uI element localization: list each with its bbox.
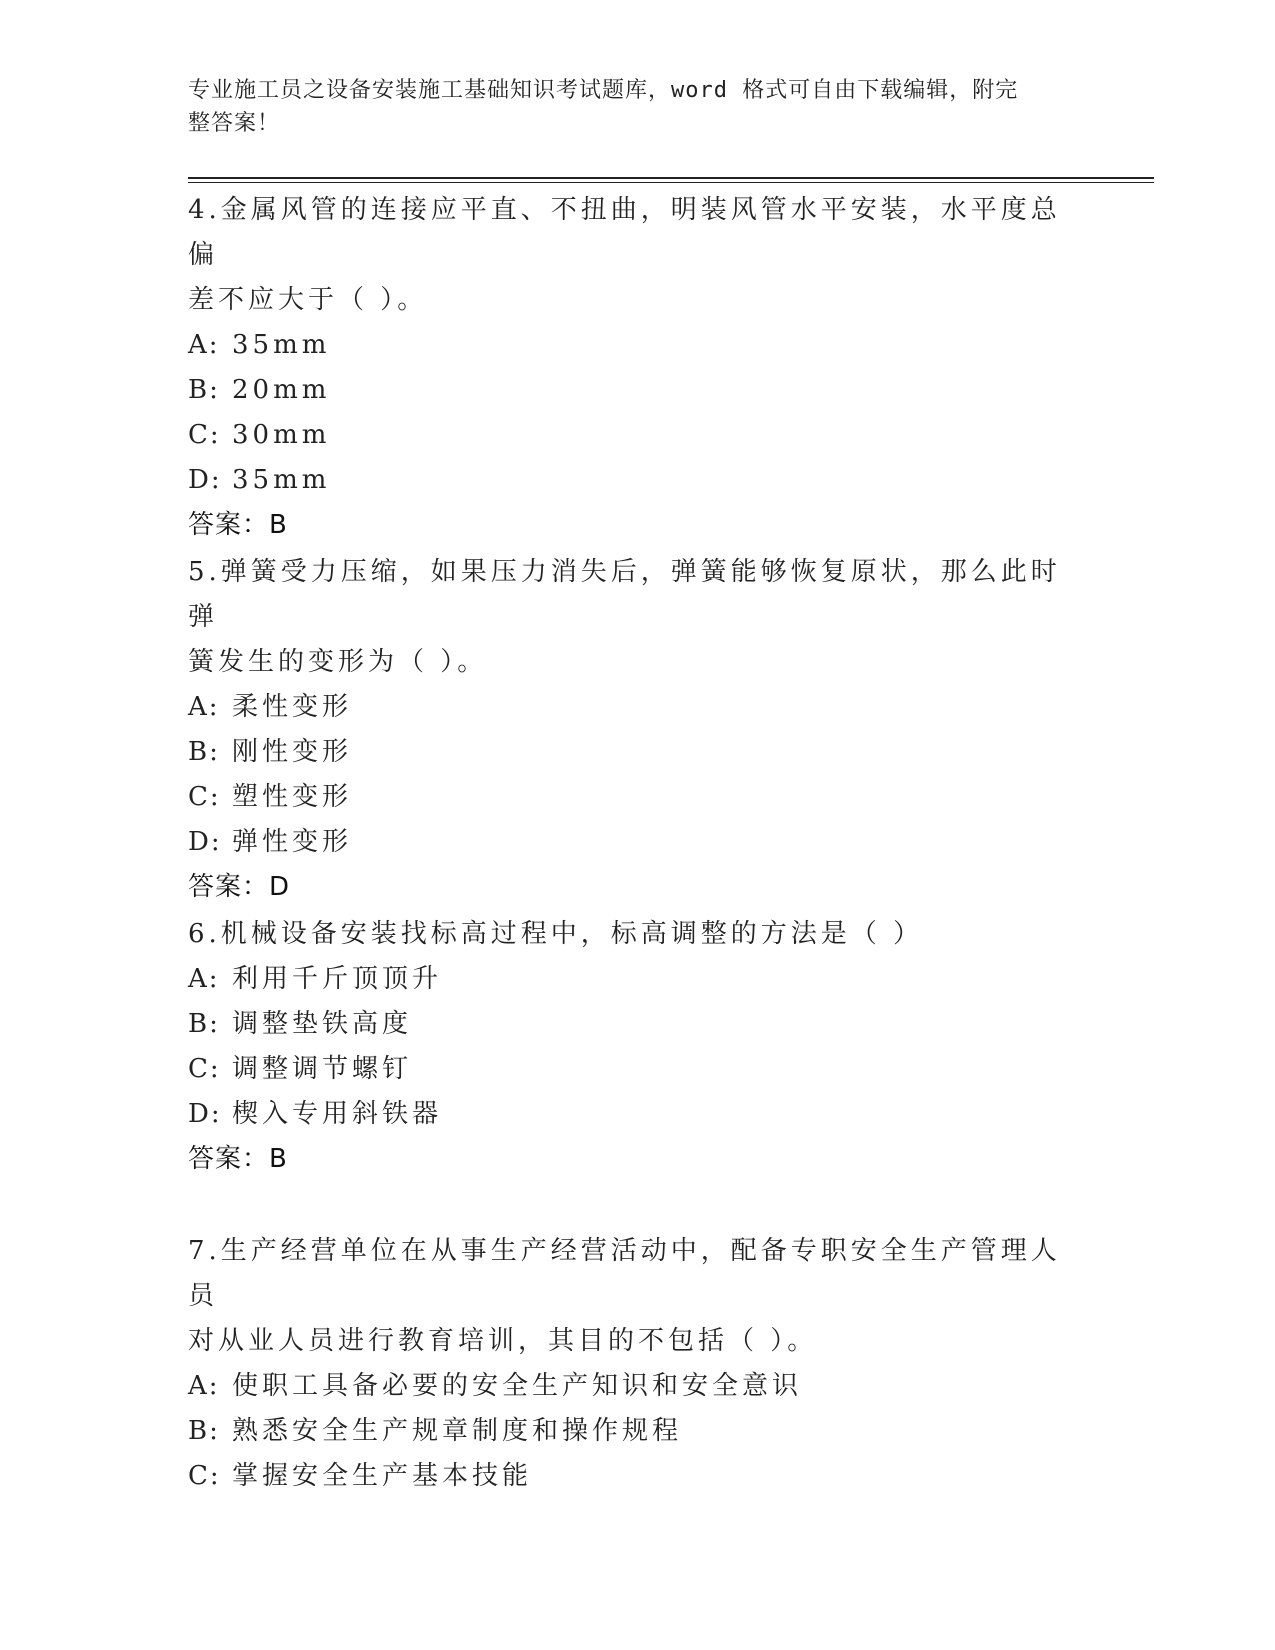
- option-text: 掌握安全生产基本技能: [232, 1461, 533, 1491]
- option-text: 熟悉安全生产规章制度和操作规程: [232, 1416, 683, 1446]
- option-text: 柔性变形: [232, 692, 353, 722]
- option-d: [188, 820, 1068, 865]
- header-divider-thick: [188, 177, 1154, 179]
- option-letter: A:: [188, 964, 220, 994]
- option-d: [188, 1092, 1068, 1137]
- option-letter: C:: [188, 420, 221, 450]
- option-letter: B:: [188, 737, 220, 767]
- document-header: [188, 74, 1068, 140]
- option-a: [188, 1364, 1068, 1409]
- option-text: 利用千斤顶顶升: [232, 964, 443, 994]
- option-text: 使职工具备必要的安全生产知识和安全意识: [232, 1371, 803, 1401]
- option-b: [188, 1409, 1068, 1454]
- option-letter: A:: [188, 330, 220, 360]
- question-text-line: 簧发生的变形为（ ）。: [188, 647, 488, 677]
- header-divider-thin: [188, 182, 1154, 183]
- option-letter: A:: [188, 1371, 220, 1401]
- option-text: 35mm: [232, 330, 331, 360]
- question-text-line: 对从业人员进行教育培训，其目的不包括（ ）。: [188, 1326, 818, 1356]
- question-text-line: 7.生产经营单位在从事生产经营活动中，配备专职安全生产管理人员: [188, 1236, 1061, 1311]
- option-text: 楔入专用斜铁器: [232, 1099, 443, 1129]
- option-d: [188, 458, 1068, 503]
- option-text: 调整调节螺钉: [232, 1054, 413, 1084]
- question-6: [188, 912, 1068, 1182]
- option-text: 20mm: [232, 375, 331, 405]
- question-4: [188, 188, 1068, 548]
- question-text-line: 差不应大于（ ）。: [188, 285, 428, 315]
- option-b: [188, 368, 1068, 413]
- option-c: [188, 1454, 1068, 1499]
- option-a: [188, 685, 1068, 730]
- option-letter: C:: [188, 1461, 221, 1491]
- option-text: 弹性变形: [232, 827, 353, 857]
- option-text: 30mm: [232, 420, 331, 450]
- option-b: [188, 1002, 1068, 1047]
- option-letter: B:: [188, 375, 220, 405]
- option-letter: C:: [188, 782, 221, 812]
- question-5: [188, 550, 1068, 910]
- option-text: 调整垫铁高度: [232, 1009, 413, 1039]
- option-text: 35mm: [232, 465, 331, 495]
- option-a: [188, 957, 1068, 1002]
- option-letter: D:: [188, 1099, 222, 1129]
- option-text: 刚性变形: [232, 737, 353, 767]
- header-line-1: 专业施工员之设备安装施工基础知识考试题库，word 格式可自由下载编辑，附完: [188, 78, 1019, 103]
- option-letter: B:: [188, 1416, 220, 1446]
- option-c: [188, 1047, 1068, 1092]
- answer-line: 答案：D: [188, 872, 291, 902]
- option-letter: D:: [188, 827, 222, 857]
- option-letter: C:: [188, 1054, 221, 1084]
- option-text: 塑性变形: [232, 782, 353, 812]
- question-text-line: 5.弹簧受力压缩，如果压力消失后，弹簧能够恢复原状，那么此时弹: [188, 557, 1061, 632]
- option-letter: A:: [188, 692, 220, 722]
- question-7: [188, 1229, 1068, 1499]
- option-letter: B:: [188, 1009, 220, 1039]
- option-letter: D:: [188, 465, 222, 495]
- question-text-line: 6.机械设备安装找标高过程中，标高调整的方法是（ ）: [188, 919, 924, 949]
- header-line-2: 整答案！: [188, 111, 281, 136]
- answer-line: 答案：B: [188, 510, 288, 540]
- option-c: [188, 775, 1068, 820]
- answer-line: 答案：B: [188, 1144, 288, 1174]
- option-c: [188, 413, 1068, 458]
- question-text-line: 4.金属风管的连接应平直、不扭曲，明装风管水平安装，水平度总偏: [188, 195, 1061, 270]
- option-b: [188, 730, 1068, 775]
- option-a: [188, 323, 1068, 368]
